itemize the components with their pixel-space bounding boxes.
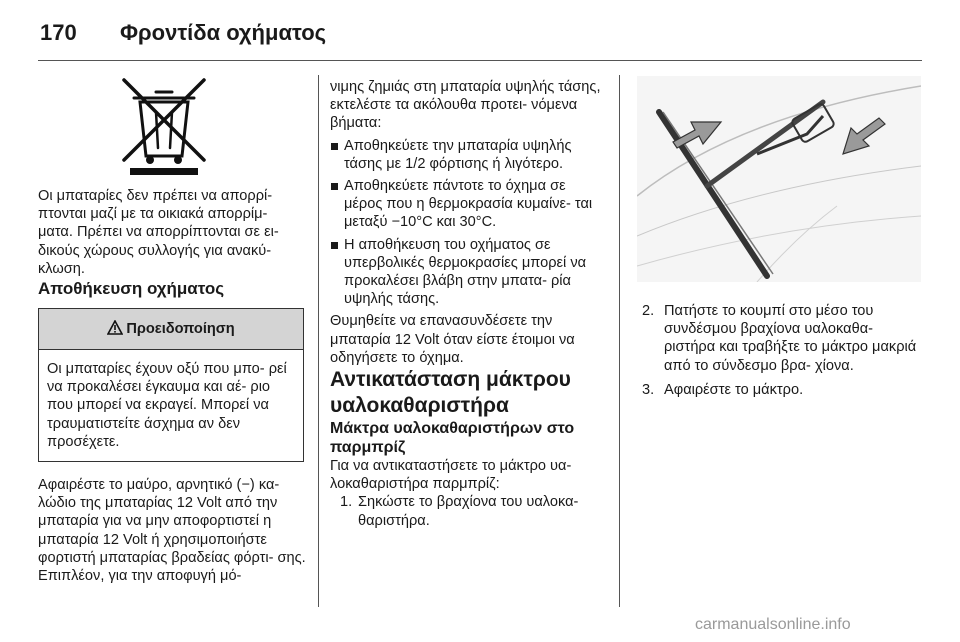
intro-paragraph: Για να αντικαταστήσετε το μάκτρο υα- λοκαθαριστήρα παρμπρίζ:	[330, 458, 572, 493]
section-heading-storage: Αποθήκευση οχήματος	[38, 279, 225, 299]
step-item	[330, 493, 604, 529]
bullet-item: Η αποθήκευση του οχήματος σε υπερβολικές θερμοκρασίες μπορεί να προκαλέσει βλάβη στην μπατα- ρία υψηλής τάσης.	[330, 236, 604, 309]
warning-text: Οι μπαταρίες έχουν οξύ που μπο- ρεί να προκαλέσει έγκαυμα και αέ- ριο που μπορεί να εκραγεί. Μπορεί να τραυματιστείτε άσχημα αν δεν προσέχετε.	[47, 361, 287, 450]
page-number: 170	[40, 20, 77, 45]
disposal-paragraph: Οι μπαταρίες δεν πρέπει να απορρί- πτονται μαζί με τα οικιακά απορρίμ- ματα. Πρέπει να απορρίπτονται σε ει- δικούς χώρους συλλογής για ανακύ- κλωση.	[38, 188, 279, 277]
header-divider	[38, 60, 922, 61]
step-number: 2.	[642, 303, 655, 319]
subheading-windshield-wipers: Μάκτρα υαλοκαθαριστήρων στο παρμπρίζ	[330, 420, 575, 457]
step-number: 3.	[642, 381, 655, 398]
bullet-item: Αποθηκεύετε την μπαταρία υψηλής τάσης με 1/2 φόρτισης ή λιγότερο.	[330, 137, 604, 173]
column-right	[642, 302, 922, 405]
warning-box	[38, 308, 304, 462]
step-item	[642, 302, 922, 375]
section-heading-wiper: Αντικατάσταση μάκτρου υαλοκαθαριστήρα	[330, 368, 571, 418]
step-text: Πατήστε το κουμπί στο μέσο του συνδέσμου βραχίονα υαλοκαθα- ριστήρα και τραβήξτε το μάκτρο μακριά από το σύνδεσμο βρα- χίονα.	[664, 303, 917, 374]
reminder-paragraph: Θυμηθείτε να επανασυνδέσετε την μπαταρία 12 Volt όταν είστε έτοιμοι να οδηγήσετε το όχημα.	[330, 313, 575, 366]
step-text: Σηκώστε το βραχίονα του υαλοκα- θαριστήρα.	[358, 494, 579, 529]
column-divider-left	[318, 75, 319, 607]
step-item	[642, 381, 922, 399]
page-header	[38, 8, 922, 58]
step-text: Αφαιρέστε το μάκτρο.	[664, 381, 804, 398]
continued-paragraph: νιμης ζημιάς στη μπαταρία υψηλής τάσης, εκτελέστε τα ακόλουθα προτει- νόμενα βήματα:	[330, 79, 601, 132]
warning-header	[39, 309, 303, 350]
warning-title: Προειδοποίηση	[126, 321, 235, 338]
bullet-item: Αποθηκεύετε πάντοτε το όχημα σε μέρος που η θερμοκρασία κυμαίνε- ται μεταξύ −10°C και 30°C.	[330, 177, 604, 232]
column-divider-right	[619, 75, 620, 607]
step-number: 1.	[340, 494, 353, 511]
crossed-out-wheelie-bin-icon	[120, 76, 208, 176]
disconnect-paragraph: Αφαιρέστε το μαύρο, αρνητικό (−) κα- λώδιο της μπαταρίας 12 Volt από την μπαταρία για να μην αποφορτιστεί η μπαταρία 12 Volt ή χρησιμοποιήστε φορτιστή μπαταρίας βραδείας φόρτι- σης. Επιπλέον, για την αποφυγή μό-	[38, 477, 306, 585]
column-left	[38, 76, 306, 585]
warning-triangle-icon	[107, 311, 123, 351]
column-middle	[330, 78, 604, 530]
wiper-blade-removal-illustration	[637, 76, 921, 282]
page-title: Φροντίδα οχήματος	[120, 20, 327, 45]
watermark: carmanualsonline.info	[695, 616, 851, 633]
